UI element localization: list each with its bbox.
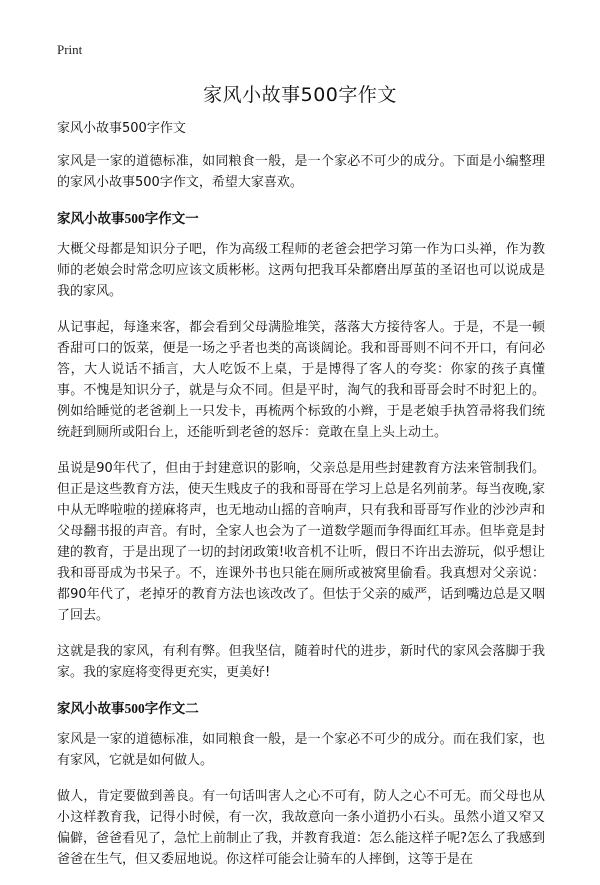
intro-paragraph: 家风是一家的道德标准，如同粮食一般，是一个家必不可少的成分。下面是小编整理的家风小故事500字作文，希望大家喜欢。	[57, 154, 545, 190]
document-subtitle: 家风小故事500字作文	[57, 121, 186, 136]
document-body	[57, 118, 545, 885]
section1-paragraph-1: 大概父母都是知识分子吧，作为高级工程师的老爸会把学习第一作为口头禅，作为教师的老娘会时常念叨应该文质彬彬。这两句把我耳朵都磨出厚茧的圣诏也可以说成是我的家风。	[57, 242, 545, 299]
section1-paragraph-2: 从记事起，每逢来客，都会看到父母满脸堆笑，落落大方接待客人。于是，不是一顿香甜可口的饭菜，便是一场之乎者也类的高谈阔论。我和哥哥则不问不开口，有问必答，大人说话不插言，大人吃饭不上桌，于是博得了客人的夸奖：你家的孩子真懂事。不愧是知识分子，就是与众不同。但是平时，淘气的我和哥哥会时不时犯上的。例如给睡觉的老爸剃上一只发卡，再梳两个标致的小辫，于是老娘手执笤帚将我们统统赶到厕所或阳台上，还能听到老爸的怒斥：竟敢在皇上头上动土。	[57, 320, 545, 440]
print-link[interactable]: Print	[57, 42, 83, 57]
section-heading-1: 家风小故事500字作文一	[57, 211, 199, 226]
document-title: 家风小故事500字作文	[203, 84, 397, 106]
section2-paragraph-2: 做人，肯定要做到善良。有一句话叫害人之心不可有，防人之心不可无。而父母也从小这样教育我，记得小时候，有一次，我故意向一条小道扔小石头。虽然小道又窄又偏僻，爸爸看见了，急忙上前制止了我，并教育我道：怎么能这样子呢?怎么了我感到爸爸在生气，但又委屈地说。你这样可能会让骑车的人摔倒，这等于是在	[57, 789, 545, 867]
section1-paragraph-4: 这就是我的家风，有利有弊。但我坚信，随着时代的进步，新时代的家风会落脚于我家。我的家庭将变得更充实，更美好!	[57, 644, 545, 680]
section1-paragraph-3: 虽说是90年代了，但由于封建意识的影响，父亲总是用些封建教育方法来管制我们。但正是这些教育方法，使天生贱皮子的我和哥哥在学习上总是名列前茅。每当夜晚,家中从无哗啦啦的搓麻将声，也无地动山摇的音响声，只有我和哥哥写作业的沙沙声和父母翻书报的声音。有时，全家人也会为了一道数学题而争得面红耳赤。但毕竟是封建的教育，于是出现了一切的封闭政策!收音机不让听，假日不许出去游玩，似乎想让我和哥哥成为书呆子。不，连课外书也只能在厕所或被窝里偷看。我真想对父亲说：都90年代了，老掉牙的教育方法也该改改了。但怯于父亲的威严，话到嘴边总是又咽了回去。	[57, 461, 545, 623]
section2-paragraph-1: 家风是一家的道德标准，如同粮食一般，是一个家必不可少的成分。而在我们家，也有家风，它就是如何做人。	[57, 732, 545, 768]
section-heading-2: 家风小故事500字作文二	[57, 701, 199, 716]
